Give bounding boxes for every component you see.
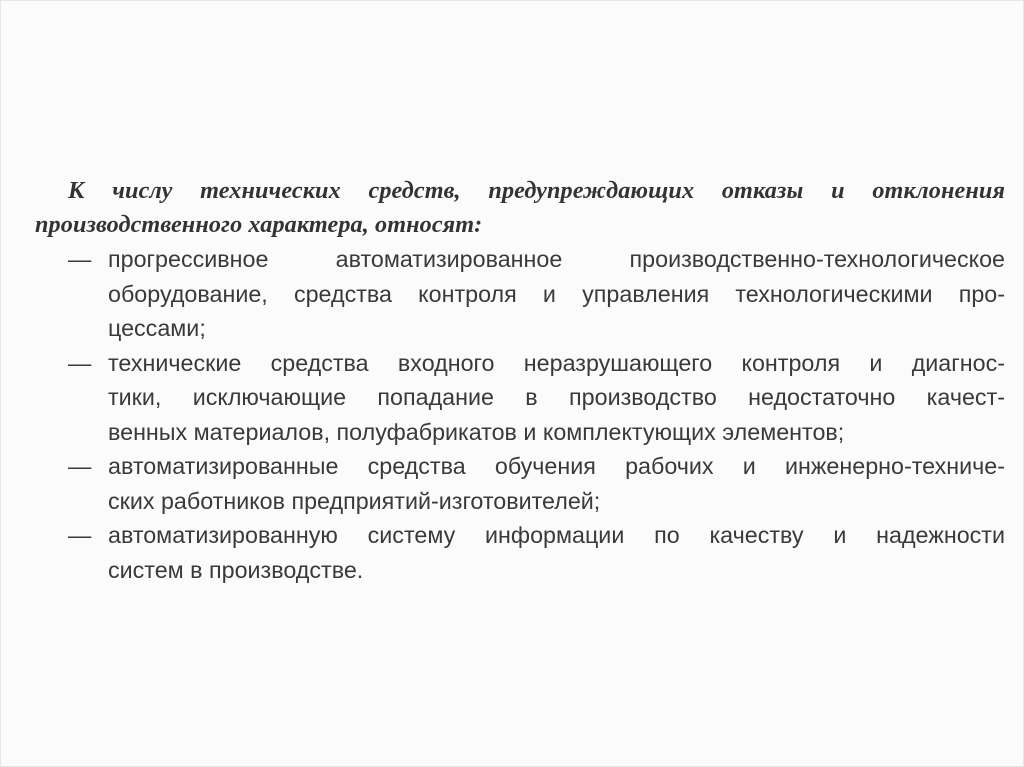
dash-marker: — [68,349,92,376]
list-item [35,346,1005,450]
item-line: автоматизированную систему информации по качеству и надежности [108,522,1005,548]
lead-line-2: производственного характера, относят: [35,211,483,238]
item-line: систем в производстве. [108,556,364,583]
bullet-list [35,242,1005,587]
item-line: ских работников предприятий-изготовителей; [108,487,601,514]
list-item [35,518,1005,587]
item-line: прогрессивное автоматизированное производственно-технологическое [108,246,1005,272]
item-line: цессами; [108,315,206,341]
lead-paragraph [35,174,1005,242]
dash-marker: — [68,246,92,272]
dash-marker: — [68,522,92,548]
dash-marker: — [68,453,92,479]
list-item [35,242,1005,346]
item-line: автоматизированные средства обучения рабочих и инженерно-техниче- [108,453,1005,479]
item-line: оборудование, средства контроля и управления технологическими про- [108,280,1005,307]
list-item [35,449,1005,518]
lead-line-1: К числу технических средств, предупреждающих отказы и отклонения [68,177,1005,204]
text-block [35,174,1005,587]
item-line: тики, исключающие попадание в производство недостаточно качест- [108,384,1005,410]
item-line: венных материалов, полуфабрикатов и комплектующих элементов; [108,418,845,445]
item-line: технические средства входного неразрушающего контроля и диагнос- [108,349,1005,376]
